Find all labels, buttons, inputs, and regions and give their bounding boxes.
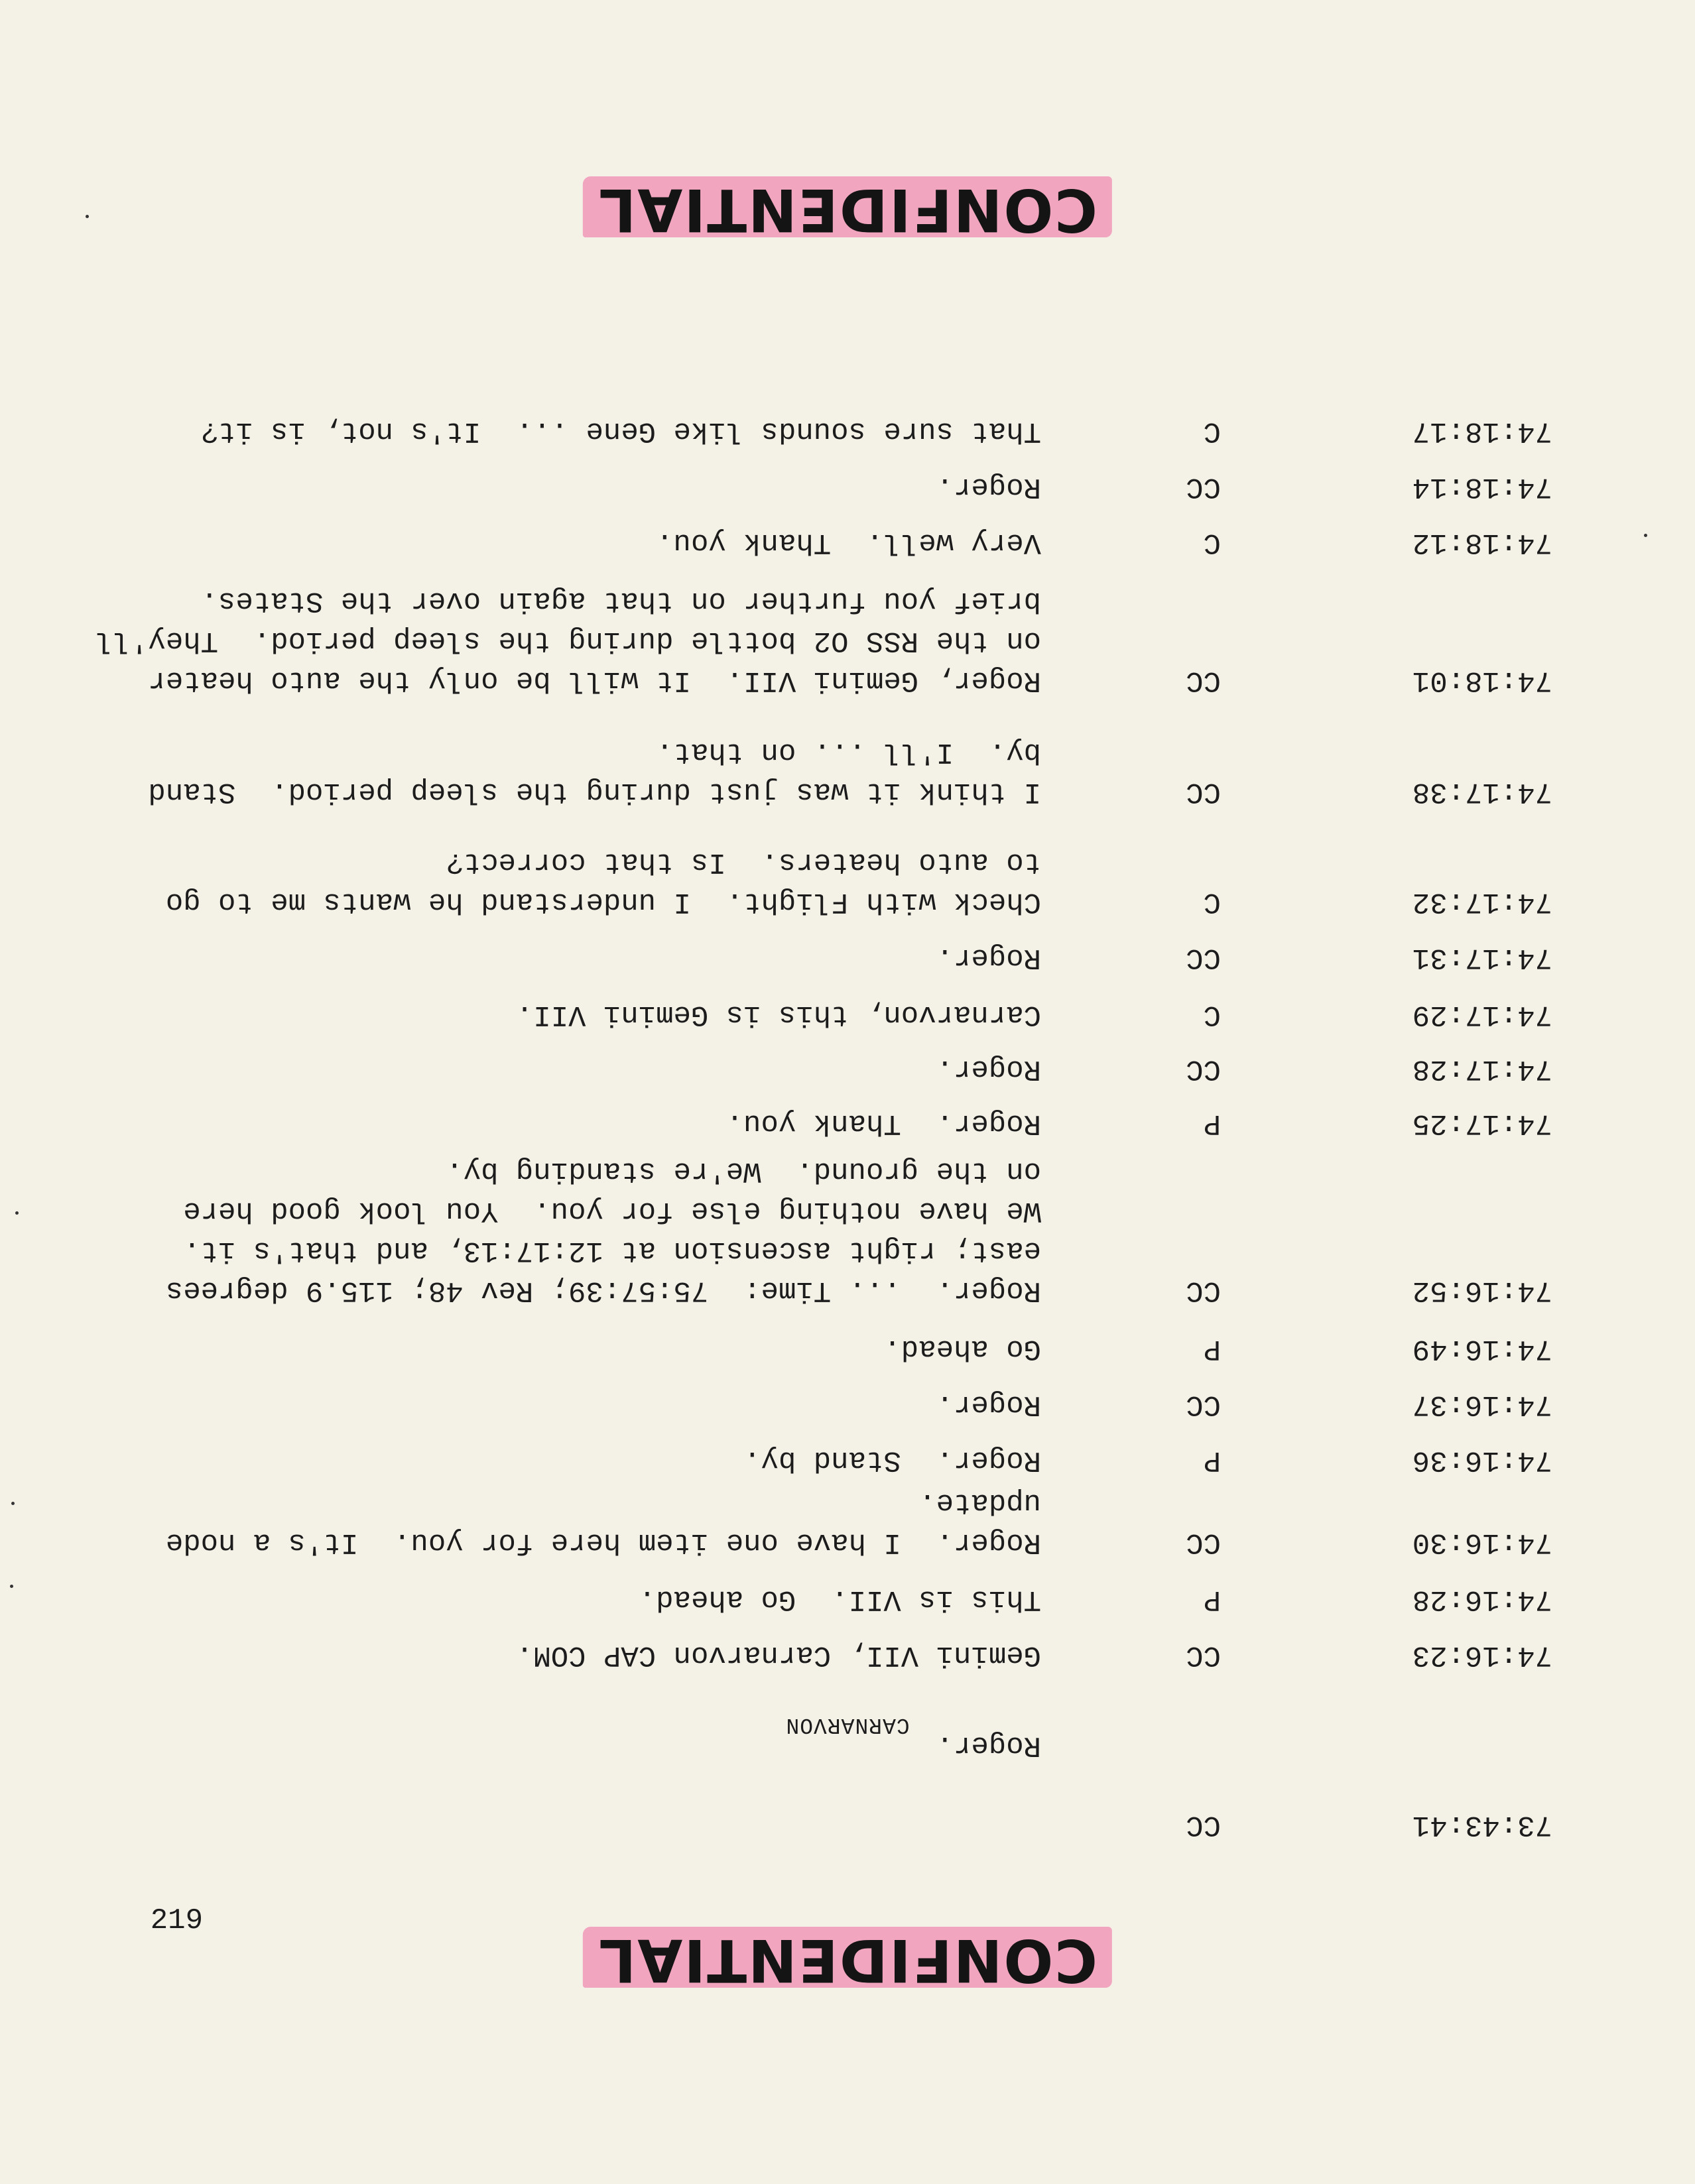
- entry-time: 74:18:12: [1412, 526, 1552, 559]
- entry-text-line: Roger. Thank you.: [725, 1107, 1041, 1140]
- entry-text-line: brief you further on that again over the States.: [200, 584, 1041, 617]
- entry-text-line: Roger.: [936, 1388, 1041, 1421]
- entry-text-line: update.: [918, 1486, 1041, 1519]
- entry-speaker: CC: [1186, 1808, 1221, 1841]
- entry-text-line: We have nothing else for you. You look good here: [183, 1194, 1041, 1227]
- entry-time: 74:16:49: [1412, 1332, 1552, 1365]
- entry-time: 74:18:14: [1412, 470, 1552, 503]
- entry-text: [179, 522, 1041, 562]
- entry-text-line: by. I'll ... on that.: [656, 735, 1041, 768]
- entry-time: 74:16:52: [1412, 1274, 1552, 1307]
- entry-speaker: P: [1203, 1583, 1221, 1616]
- confidential-stamp-bottom: CONFIDENTIAL: [583, 174, 1112, 243]
- entry-text: [148, 732, 1041, 812]
- entry-speaker: P: [1203, 1332, 1221, 1365]
- margin-mark: [86, 215, 89, 218]
- entry-text: [179, 1579, 1041, 1619]
- entry-text-line: Roger.: [936, 470, 1041, 503]
- entry-text: [165, 1483, 1041, 1562]
- entry-text: [179, 1440, 1041, 1480]
- entry-speaker: C: [1203, 526, 1221, 559]
- entry-text-line: Roger. ... Time: 75:57:39; Rev 48; 115.9 degrees: [165, 1274, 1041, 1307]
- entry-speaker: CC: [1186, 1526, 1221, 1559]
- entry-time: 74:16:30: [1412, 1526, 1552, 1559]
- entry-text: [95, 581, 1041, 700]
- entry-speaker: CC: [1186, 941, 1221, 974]
- entry-text: [165, 842, 1041, 922]
- entry-speaker: C: [1203, 885, 1221, 918]
- entry-text-line: on the ground. We're standing by.: [446, 1154, 1041, 1187]
- entry-speaker: P: [1203, 1443, 1221, 1477]
- entry-text-line: Roger, Gemini VII. It will be only the auto heater: [148, 664, 1041, 697]
- entry-text: [179, 1635, 1041, 1675]
- entry-text-line: Carnarvon, this is Gemini VII.: [515, 998, 1041, 1031]
- entry-time: 74:17:31: [1412, 941, 1552, 974]
- entry-speaker: C: [1203, 414, 1221, 448]
- entry-text: [179, 1646, 1041, 1845]
- entry-text: [179, 1049, 1041, 1089]
- entry-speaker: CC: [1186, 1388, 1221, 1421]
- entry-speaker: CC: [1186, 1274, 1221, 1307]
- entry-time: 74:16:28: [1412, 1583, 1552, 1616]
- entry-text: [179, 1103, 1041, 1143]
- entry-time: 74:17:38: [1412, 775, 1552, 808]
- entry-text-line: on the RSS O2 bottle during the sleep period. They'll: [95, 624, 1041, 657]
- entry-time: 74:17:32: [1412, 885, 1552, 918]
- entry-text: [179, 1384, 1041, 1424]
- entry-speaker: C: [1203, 998, 1221, 1031]
- entry-speaker: P: [1203, 1107, 1221, 1140]
- margin-mark: [1644, 534, 1647, 537]
- entry-text-line: Gemini VII, Carnarvon CAP COM.: [515, 1638, 1041, 1671]
- entry-time: 74:16:36: [1412, 1443, 1552, 1477]
- entry-speaker: CC: [1186, 1638, 1221, 1671]
- margin-mark: [10, 1585, 13, 1588]
- entry-text-line: Roger. I have one item here for you. It's a node: [165, 1526, 1041, 1559]
- entry-text-line: Roger.: [936, 941, 1041, 974]
- entry-speaker: CC: [1186, 775, 1221, 808]
- entry-time: 74:18:17: [1412, 414, 1552, 448]
- entry-speaker: CC: [1186, 470, 1221, 503]
- entry-time: 74:17:25: [1412, 1107, 1552, 1140]
- entry-text-line: Roger.: [936, 1052, 1041, 1085]
- entry-text-line: That sure sounds like Gene ... It's not, is it?: [200, 414, 1041, 448]
- entry-time: 73:43:41: [1412, 1808, 1552, 1841]
- entry-speaker: CC: [1186, 1052, 1221, 1085]
- margin-mark: [11, 1502, 15, 1505]
- confidential-stamp-top: CONFIDENTIAL: [583, 1924, 1112, 1993]
- entry-time: 74:18:01: [1412, 664, 1552, 697]
- margin-mark: [15, 1211, 19, 1215]
- entry-text-line: Roger. Stand by.: [743, 1443, 1041, 1477]
- entry-text: [179, 938, 1041, 977]
- entry-time: 74:16:23: [1412, 1638, 1552, 1671]
- page-number: 219: [150, 1904, 203, 1937]
- entry-text-line: Roger.: [936, 1729, 1041, 1762]
- entry-time: 74:16:37: [1412, 1388, 1552, 1421]
- station-heading: CARNARVON: [785, 1713, 910, 1737]
- entry-text: [165, 1151, 1041, 1310]
- entry-text-line: Go ahead.: [883, 1332, 1041, 1365]
- entry-text: [179, 995, 1041, 1034]
- entry-text: [179, 411, 1041, 451]
- entry-text-line: east; right ascension at 12:17:13, and that's it.: [183, 1234, 1041, 1267]
- entry-time: 74:17:28: [1412, 1052, 1552, 1085]
- entry-text: [179, 467, 1041, 507]
- entry-text-line: Check with Flight. I understand he wants me to go: [165, 885, 1041, 918]
- entry-text-line: This is VII. Go ahead.: [638, 1583, 1041, 1616]
- entry-speaker: CC: [1186, 664, 1221, 697]
- entry-text: [179, 1329, 1041, 1368]
- entry-text-line: to auto heaters. Is that correct?: [446, 845, 1041, 879]
- entry-text-line: I think it was just during the sleep period. Stand: [148, 775, 1041, 808]
- entry-text-line: Very well. Thank you.: [656, 526, 1041, 559]
- entry-time: 74:17:29: [1412, 998, 1552, 1031]
